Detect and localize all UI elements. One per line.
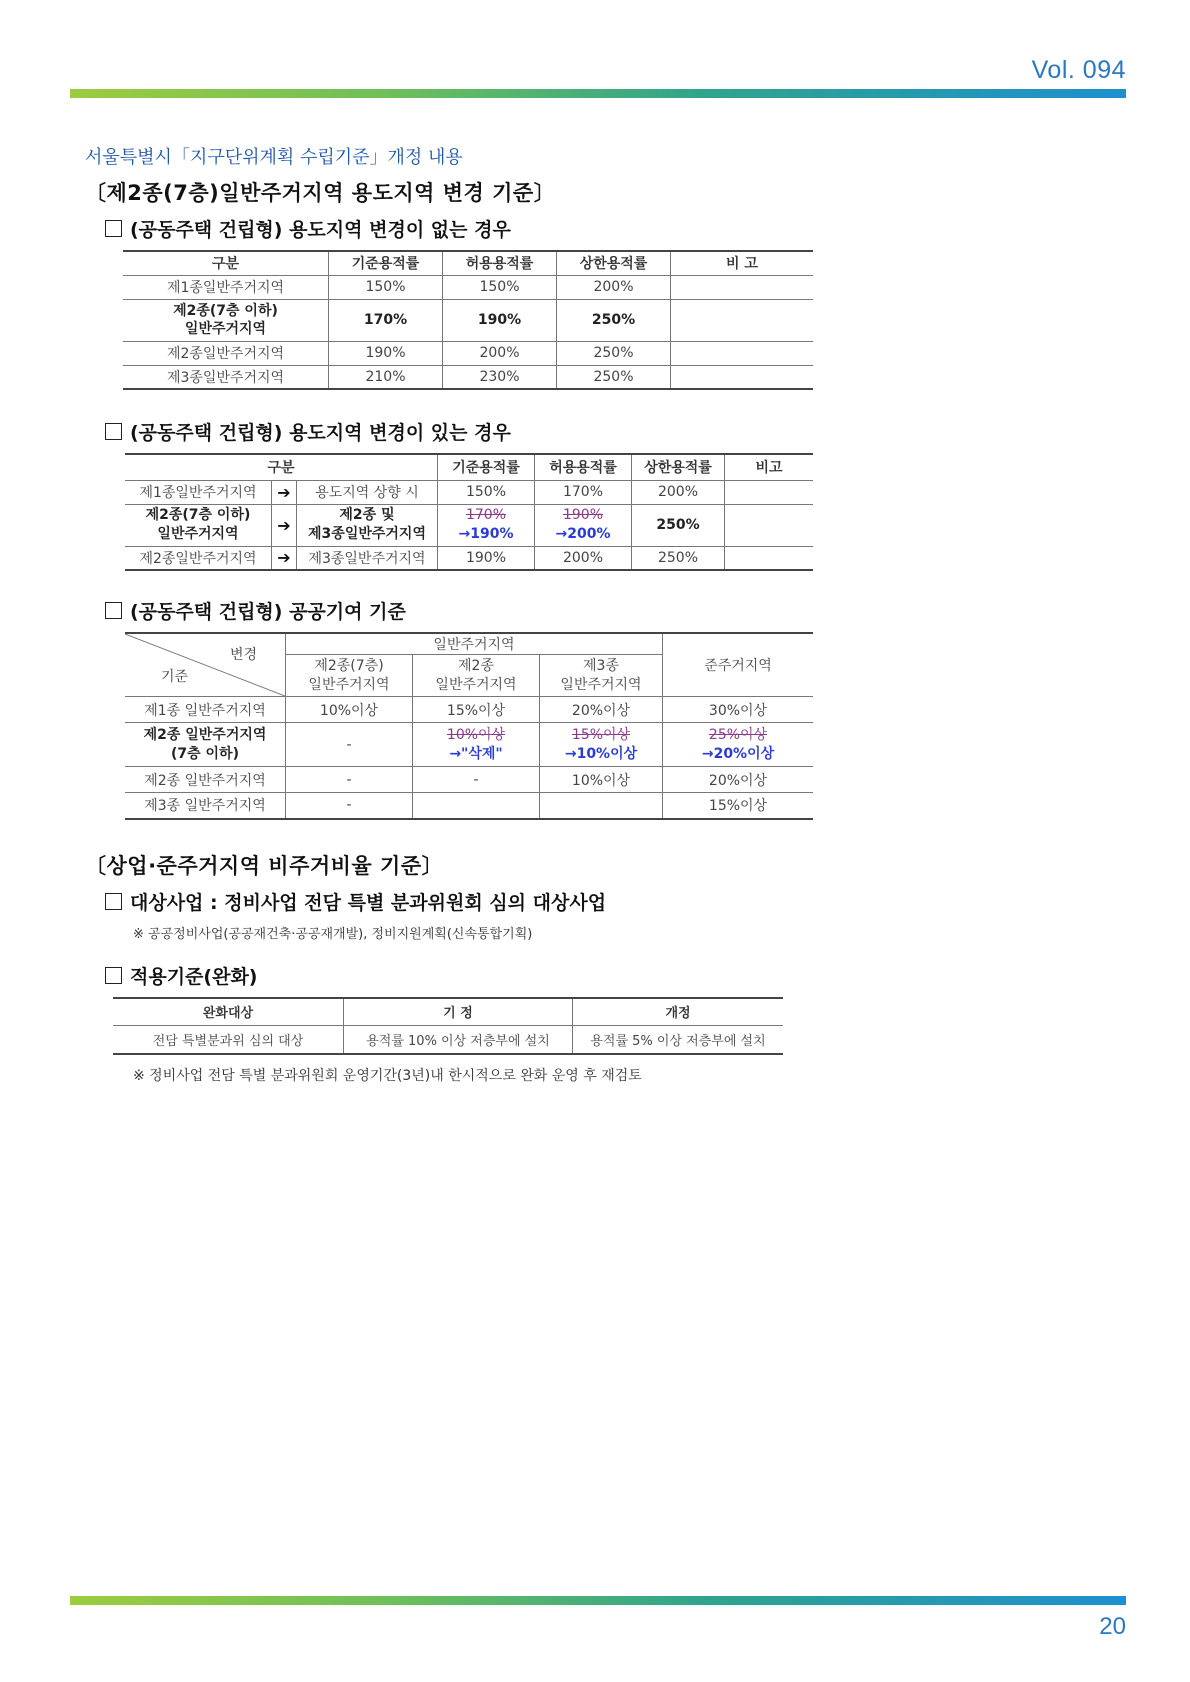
cell: 20%이상 — [663, 767, 814, 793]
cell: 150% — [443, 275, 557, 299]
header-divider — [70, 89, 1126, 98]
cell: 250% — [557, 341, 671, 365]
cell: 170% — [535, 480, 632, 504]
cell: 제3종 일반주거지역 — [125, 793, 286, 819]
col-header: 기준용적률 — [438, 454, 535, 480]
col-header: 상한용적률 — [632, 454, 725, 480]
section2-sub1-note: ※ 공공정비사업(공공재건축·공공재개발), 정비지원계획(신속통합기획) — [133, 926, 533, 942]
table-row — [125, 697, 813, 723]
cell: 200% — [632, 480, 725, 504]
doc-title: 서울특별시「지구단위계획 수립기준」개정 내용 — [85, 147, 463, 168]
section2-sub1-title: 대상사업 : 정비사업 전담 특별 분과위원회 심의 대상사업 — [105, 888, 845, 915]
diagonal-line — [125, 634, 285, 696]
cell: 전담 특별분과위 심의 대상 — [113, 1026, 344, 1054]
group-header: 일반주거지역 — [286, 633, 663, 655]
table-no-zoning-change — [123, 250, 813, 390]
cell: 250% — [557, 365, 671, 389]
arrow-right-icon: ➔ — [272, 480, 297, 504]
table-row — [123, 341, 813, 365]
cell — [671, 275, 814, 299]
table-row — [125, 723, 813, 767]
col-header: 준주거지역 — [663, 633, 814, 697]
cell: 190% — [329, 341, 443, 365]
col-header: 상한용적률 — [557, 251, 671, 275]
col-header: 구분 — [123, 251, 329, 275]
cell: 250% — [632, 504, 725, 546]
cell: 10%이상 — [540, 767, 663, 793]
table-row — [123, 299, 813, 341]
diag-top-label: 변경 — [229, 647, 257, 663]
cell: 250% — [557, 299, 671, 341]
col-header: 완화대상 — [113, 998, 344, 1026]
cell: 200% — [557, 275, 671, 299]
checkbox-bullet-icon — [105, 602, 122, 619]
cell — [540, 793, 663, 819]
cell: 제3종일반주거지역 — [297, 546, 438, 570]
section1-title: 〔제2종(7층)일반주거지역 용도지역 변경 기준〕 — [85, 181, 556, 205]
table-row — [125, 767, 813, 793]
col-header: 제2종(7층) 일반주거지역 — [286, 655, 413, 697]
cell: 170% →190% — [438, 504, 535, 546]
section2-sub2-title: 적용기준(완화) — [105, 962, 845, 989]
checkbox-bullet-icon — [105, 967, 122, 984]
page-content — [85, 143, 845, 1085]
cell: - — [286, 767, 413, 793]
checkbox-bullet-icon — [105, 893, 122, 910]
cell: 제2종일반주거지역 — [125, 546, 272, 570]
cell: 용적률 10% 이상 저층부에 설치 — [344, 1026, 573, 1054]
col-header: 기 정 — [344, 998, 573, 1026]
table-relaxation — [113, 997, 783, 1055]
table-row — [123, 275, 813, 299]
cell: 210% — [329, 365, 443, 389]
table-row — [125, 546, 813, 570]
cell: 200% — [535, 546, 632, 570]
table-row — [113, 1026, 783, 1054]
cell: 150% — [438, 480, 535, 504]
cell: 250% — [632, 546, 725, 570]
cell: 제3종일반주거지역 — [123, 365, 329, 389]
table-row — [125, 793, 813, 819]
cell: 15%이상 — [663, 793, 814, 819]
arrow-right-icon: ➔ — [272, 504, 297, 546]
checkbox-bullet-icon — [105, 423, 122, 440]
cell: 제1종일반주거지역 — [125, 480, 272, 504]
footer-divider — [70, 1596, 1126, 1605]
section1-sub3-title: (공동주택 건립형) 공공기여 기준 — [105, 597, 845, 624]
cell: 15%이상 →10%이상 — [540, 723, 663, 767]
diag-bottom-label: 기준 — [161, 669, 189, 685]
arrow-right-icon: ➔ — [272, 546, 297, 570]
section1-sub2-title: (공동주택 건립형) 용도지역 변경이 있는 경우 — [105, 418, 845, 445]
col-header: 구분 — [125, 454, 438, 480]
cell: 용도지역 상향 시 — [297, 480, 438, 504]
col-header: 기준용적률 — [329, 251, 443, 275]
cell: 제2종(7층 이하) 일반주거지역 — [123, 299, 329, 341]
cell: 제2종 일반주거지역 (7층 이하) — [125, 723, 286, 767]
cell: 190% — [438, 546, 535, 570]
volume-label: Vol. 094 — [1031, 56, 1126, 84]
cell — [671, 341, 814, 365]
col-header: 제2종 일반주거지역 — [413, 655, 540, 697]
cell: 제2종(7층 이하) 일반주거지역 — [125, 504, 272, 546]
cell: - — [286, 793, 413, 819]
page-number: 20 — [1099, 1613, 1126, 1640]
cell: 15%이상 — [413, 697, 540, 723]
cell: 30%이상 — [663, 697, 814, 723]
cell — [725, 480, 814, 504]
col-header: 개정 — [573, 998, 784, 1026]
cell: 190% — [443, 299, 557, 341]
cell: 제2종 및 제3종일반주거지역 — [297, 504, 438, 546]
cell: 190% →200% — [535, 504, 632, 546]
cell: 200% — [443, 341, 557, 365]
cell: 제2종일반주거지역 — [123, 341, 329, 365]
cell: 230% — [443, 365, 557, 389]
col-header: 허용용적률 — [535, 454, 632, 480]
checkbox-bullet-icon — [105, 220, 122, 237]
section2-title: 〔상업·준주거지역 비주거비율 기준〕 — [85, 853, 444, 878]
cell: 제1종일반주거지역 — [123, 275, 329, 299]
cell: 20%이상 — [540, 697, 663, 723]
section2-note: ※ 정비사업 전담 특별 분과위원회 운영기간(3년)내 한시적으로 완화 운영 후 재검토 — [133, 1067, 642, 1084]
table-row — [125, 504, 813, 546]
table-public-contribution — [125, 632, 813, 820]
diagonal-header-cell — [125, 633, 286, 697]
table-row — [125, 480, 813, 504]
cell: 제2종 일반주거지역 — [125, 767, 286, 793]
table-row — [123, 365, 813, 389]
cell: 제1종 일반주거지역 — [125, 697, 286, 723]
cell — [671, 299, 814, 341]
cell — [725, 546, 814, 570]
col-header: 허용용적률 — [443, 251, 557, 275]
table-zoning-change — [125, 453, 813, 571]
section1-sub1-title: (공동주택 건립형) 용도지역 변경이 없는 경우 — [105, 215, 845, 242]
cell — [671, 365, 814, 389]
cell: 170% — [329, 299, 443, 341]
cell: - — [413, 767, 540, 793]
cell: - — [286, 723, 413, 767]
cell: 10%이상 — [286, 697, 413, 723]
cell — [725, 504, 814, 546]
cell: 150% — [329, 275, 443, 299]
col-header: 비고 — [725, 454, 814, 480]
cell — [413, 793, 540, 819]
cell: 25%이상 →20%이상 — [663, 723, 814, 767]
cell: 10%이상 →"삭제" — [413, 723, 540, 767]
col-header: 비 고 — [671, 251, 814, 275]
col-header: 제3종 일반주거지역 — [540, 655, 663, 697]
cell: 용적률 5% 이상 저층부에 설치 — [573, 1026, 784, 1054]
